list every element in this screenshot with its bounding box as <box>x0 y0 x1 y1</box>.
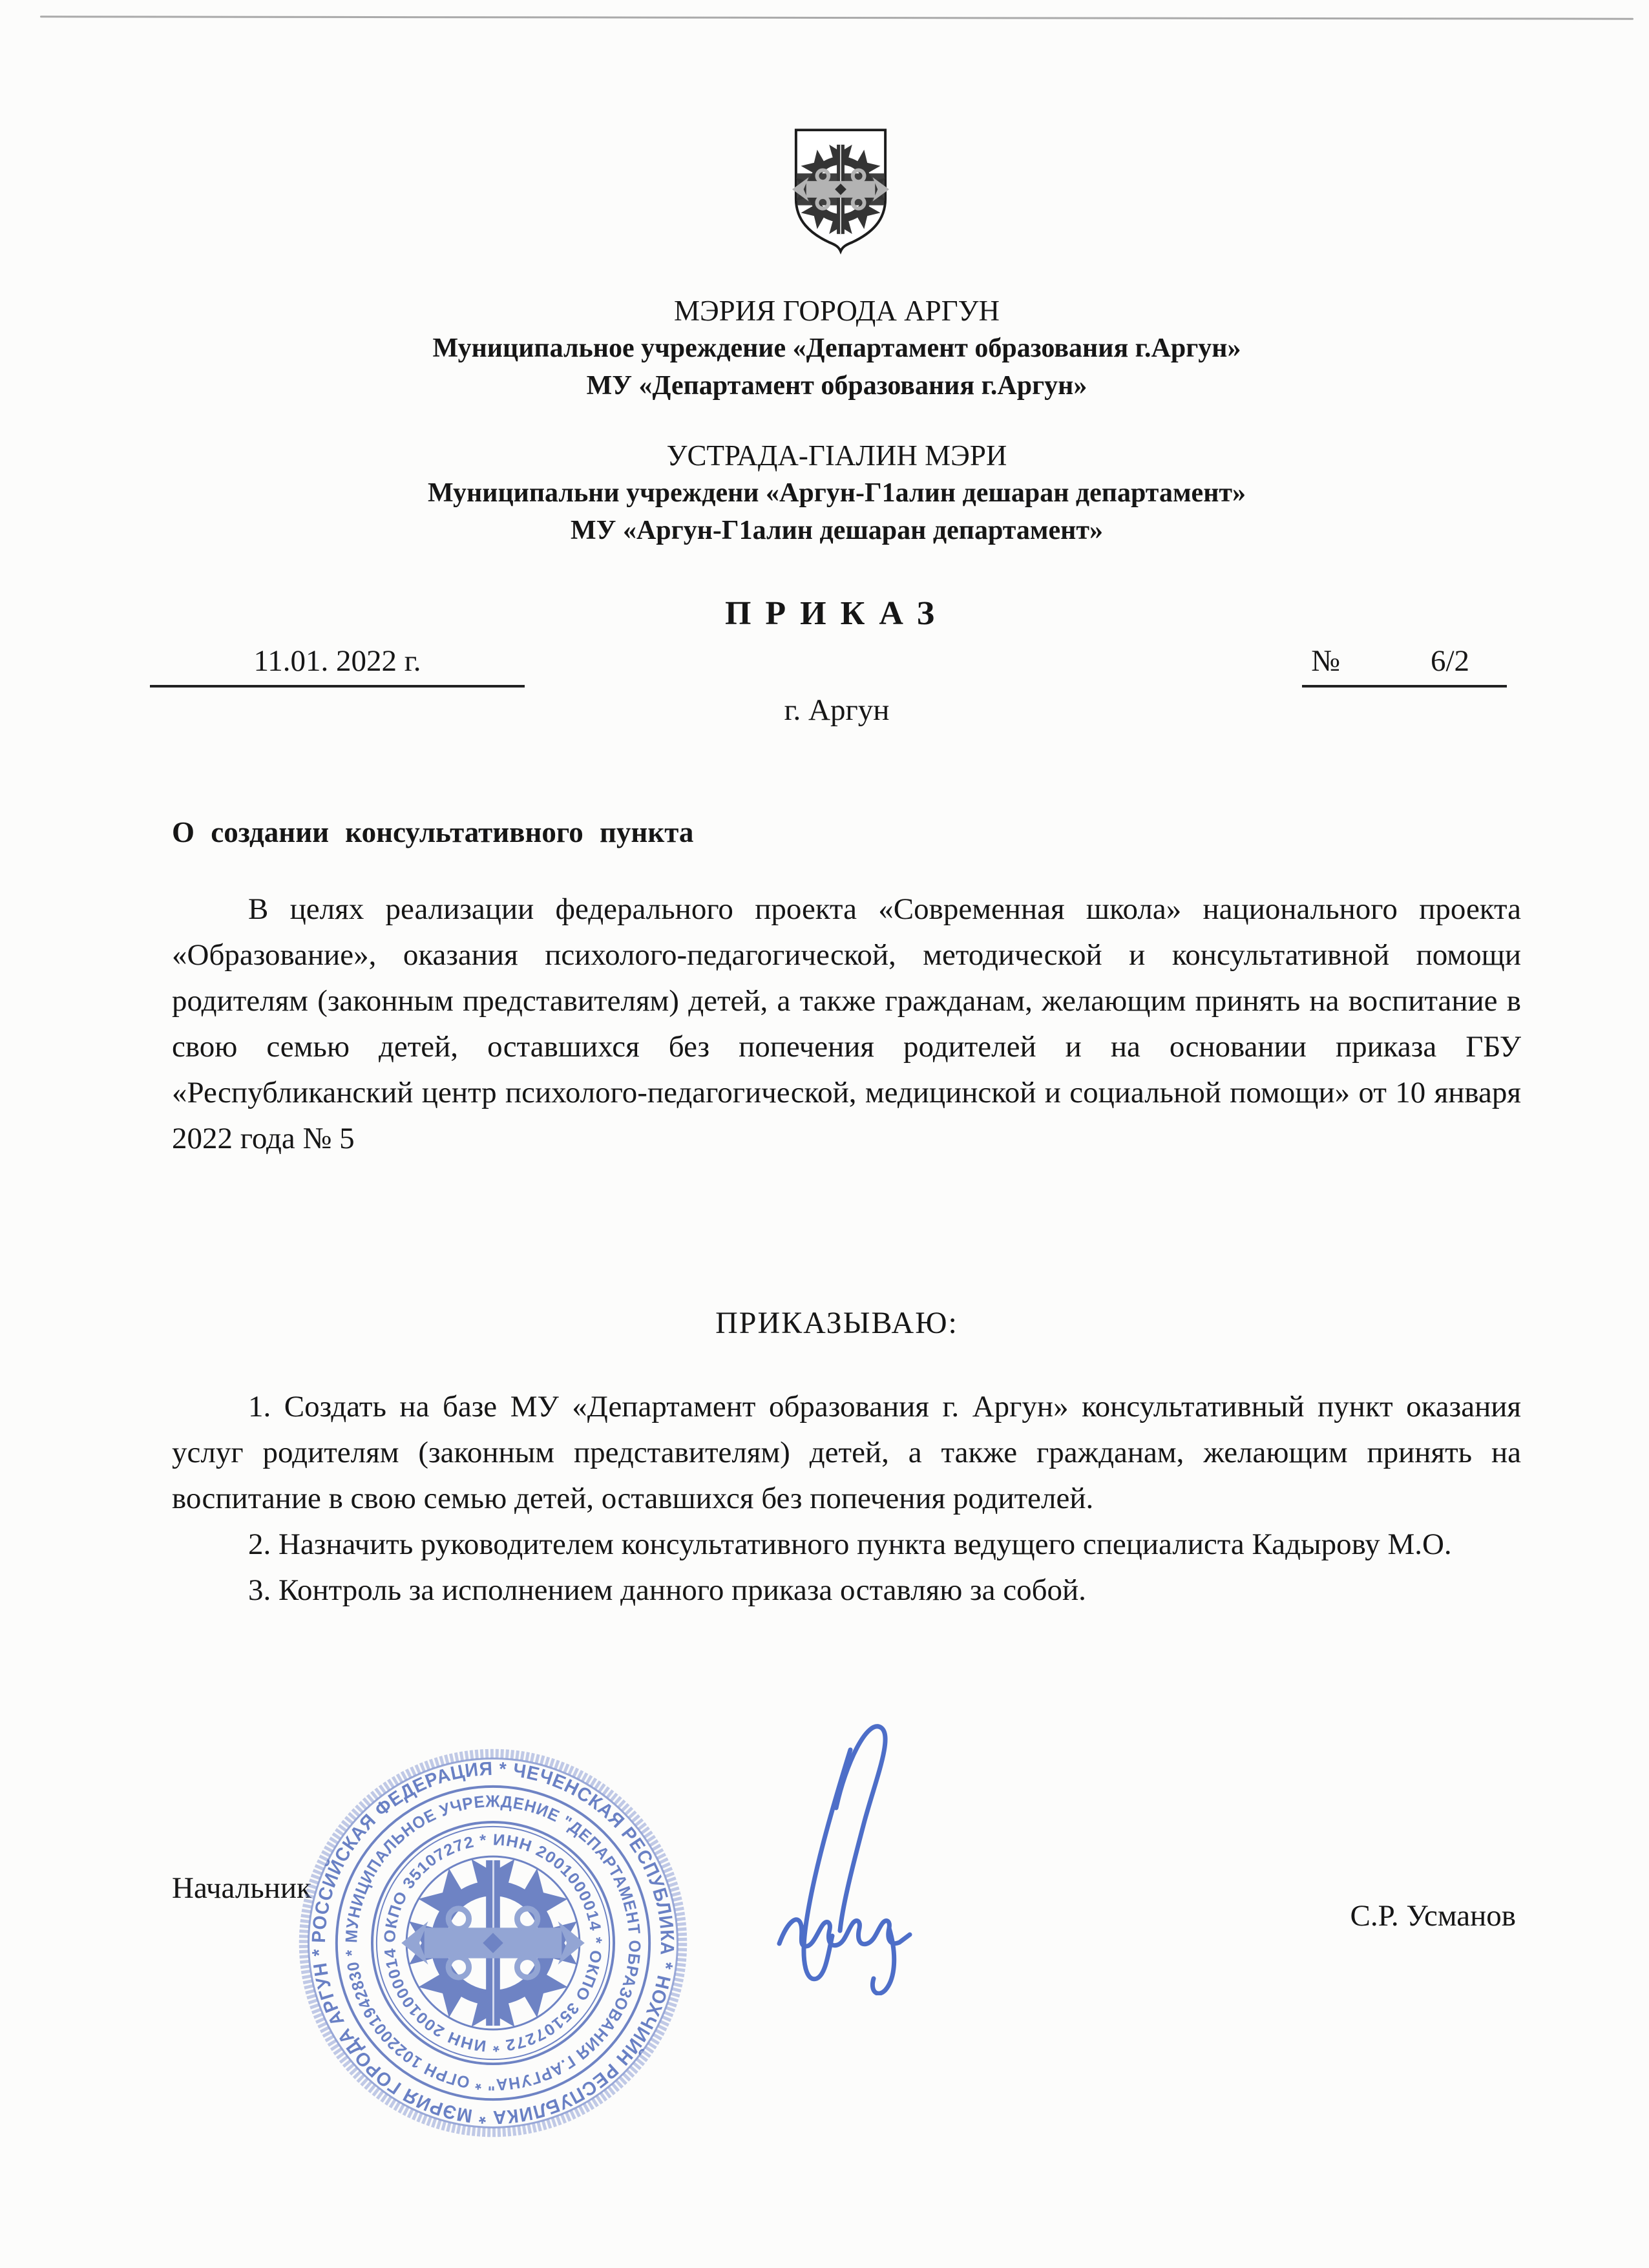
handwritten-signature <box>709 1711 929 1995</box>
scan-artifact-line <box>40 16 1633 19</box>
org-name-line: МУ «Аргун-Г1алин дешаран департамент» <box>571 516 1103 545</box>
org-name-line: МЭРИЯ ГОРОДА АРГУН <box>673 295 1000 327</box>
signer-title: Начальник <box>172 1871 311 1905</box>
document-title: ПРИКАЗ <box>724 595 949 632</box>
number-sign-label: № <box>1311 644 1340 678</box>
decree-word: ПРИКАЗЫВАЮ: <box>715 1306 958 1340</box>
order-item: 3. Контроль за исполнением данного приказа оставляю за собой. <box>248 1573 1086 1607</box>
stamp-middle-ring-text: МУНИЦИПАЛЬНОЕ УЧРЕЖДЕНИЕ "ДЕПАРТАМЕНТ ОБРАЗОВАНИЯ Г.АРГУНА" * ОГРН 1022001942830 * <box>342 1792 644 2094</box>
date-number-row <box>150 644 1507 688</box>
stamp-outer-ring-text: РОССИЙСКАЯ ФЕДЕРАЦИЯ * ЧЕЧЕНСКАЯ РЕСПУБЛИКА * НОХЧИЙН РЕСПУБЛИКА * МЭРИЯ ГОРОДА АРГУН * <box>308 1758 678 2128</box>
preamble-paragraph: В целях реализации федерального проекта «Современная школа» национального проекта «Образование», оказания психолого-педагогической, методической и консультативной помощи родителям (законным представителям) детей, а также гражданам, желающим принять на воспитание в свою семью детей, оставшихся без попечения родителей и на основании приказа ГБУ «Республиканский центр психолого-педагогической, медицинской и социальной помощи» от 10 января 2022 года № 5 <box>172 892 1521 1155</box>
order-number <box>1302 644 1507 688</box>
org-name-line: Муниципальное учреждение «Департамент образования г.Аргун» <box>432 333 1241 363</box>
order-subject: О создании консультативного пункта <box>172 816 694 848</box>
org-name-line: Муниципальни учреждени «Аргун-Г1алин дешаран департамент» <box>427 478 1246 508</box>
order-items <box>172 1384 1521 1613</box>
official-round-stamp <box>289 1739 697 2147</box>
org-name-line: МУ «Департамент образования г.Аргун» <box>586 371 1087 401</box>
org-header-russian <box>155 292 1518 404</box>
order-city: г. Аргун <box>784 693 890 727</box>
order-item: 2. Назначить руководителем консультативного пункта ведущего специалиста Кадырову М.О. <box>248 1528 1452 1561</box>
order-preamble <box>172 887 1521 1162</box>
order-number-value: 6/2 <box>1430 644 1470 678</box>
stamp-inner-ring-text: ОКПО 35107272 * ИНН 2001000014 * ОКПО 35107272 * ИНН 2001000014 <box>381 1831 605 2055</box>
coat-of-arms-icon <box>790 123 892 258</box>
order-item: 1. Создать на базе МУ «Департамент образования г. Аргун» консультативный пункт оказания услуг родителям (законным представителям) детей, а также гражданам, желающим принять на воспитание в свою семью детей, оставшихся без попечения родителей. <box>172 1390 1521 1515</box>
org-name-line: УСТРАДА-ГІАЛИН МЭРИ <box>666 439 1007 472</box>
org-header-chechen <box>155 437 1518 549</box>
signer-name: С.Р. Усманов <box>1350 1899 1516 1933</box>
order-date: 11.01. 2022 г. <box>150 644 525 688</box>
